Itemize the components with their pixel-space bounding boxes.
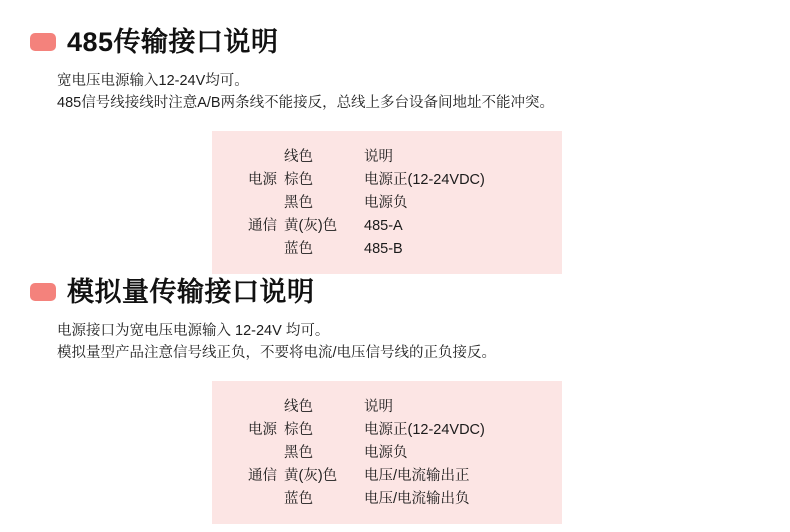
table-cell-group: 电源 <box>248 421 277 438</box>
table-cell-desc: 电源正(12-24VDC) <box>364 171 485 188</box>
table-cell-color: 黄(灰)色 <box>284 467 338 484</box>
table-cell-desc: 电源正(12-24VDC) <box>364 421 485 438</box>
section-heading <box>0 272 790 312</box>
table-cell-color: 黑色 <box>284 194 313 211</box>
table-row <box>212 214 562 237</box>
table-cell-color: 棕色 <box>284 171 313 188</box>
bullet-marker-icon <box>30 283 56 301</box>
table-row <box>212 168 562 191</box>
table-header-desc: 说明 <box>364 148 393 165</box>
section-paragraph: 模拟量型产品注意信号线正负，不要将电流/电压信号线的正负接反。 <box>57 345 497 362</box>
table-cell-group: 电源 <box>248 171 277 188</box>
section-485-interface <box>0 22 790 274</box>
table-cell-color: 黄(灰)色 <box>284 217 338 234</box>
table-cell-desc: 电源负 <box>364 444 408 461</box>
table-cell-group: 通信 <box>248 467 277 484</box>
section-title: 485传输接口说明 <box>67 26 279 57</box>
bullet-marker-icon <box>30 33 56 51</box>
section-paragraph: 电源接口为宽电压电源输入 12-24V 均可。 <box>57 323 330 339</box>
table-cell-group: 通信 <box>248 217 277 234</box>
table-cell-desc: 电源负 <box>364 194 408 211</box>
table-row <box>212 237 562 260</box>
wiring-table <box>212 381 562 524</box>
table-cell-color: 棕色 <box>284 421 313 438</box>
table-row <box>212 487 562 510</box>
table-cell-color: 蓝色 <box>284 240 313 257</box>
table-row <box>212 441 562 464</box>
section-paragraph: 宽电压电源输入12-24V均可。 <box>57 73 249 89</box>
table-cell-desc: 485-B <box>364 240 403 257</box>
section-paragraph: 485信号线接线时注意A/B两条线不能接反，总线上多台设备间地址不能冲突。 <box>57 95 555 112</box>
table-header-desc: 说明 <box>364 398 393 415</box>
table-row <box>212 464 562 487</box>
table-row <box>212 418 562 441</box>
section-heading <box>0 22 790 62</box>
table-header-color: 线色 <box>284 148 313 165</box>
table-cell-desc: 电压/电流输出负 <box>364 490 470 507</box>
table-header-row <box>212 145 562 168</box>
table-header-color: 线色 <box>284 398 313 415</box>
wiring-table <box>212 131 562 274</box>
section-analog-interface <box>0 272 790 524</box>
table-cell-color: 黑色 <box>284 444 313 461</box>
table-header-row <box>212 395 562 418</box>
table-cell-desc: 电压/电流输出正 <box>364 467 470 484</box>
table-cell-desc: 485-A <box>364 217 403 234</box>
table-cell-color: 蓝色 <box>284 490 313 507</box>
table-row <box>212 191 562 214</box>
section-title: 模拟量传输接口说明 <box>67 276 315 307</box>
